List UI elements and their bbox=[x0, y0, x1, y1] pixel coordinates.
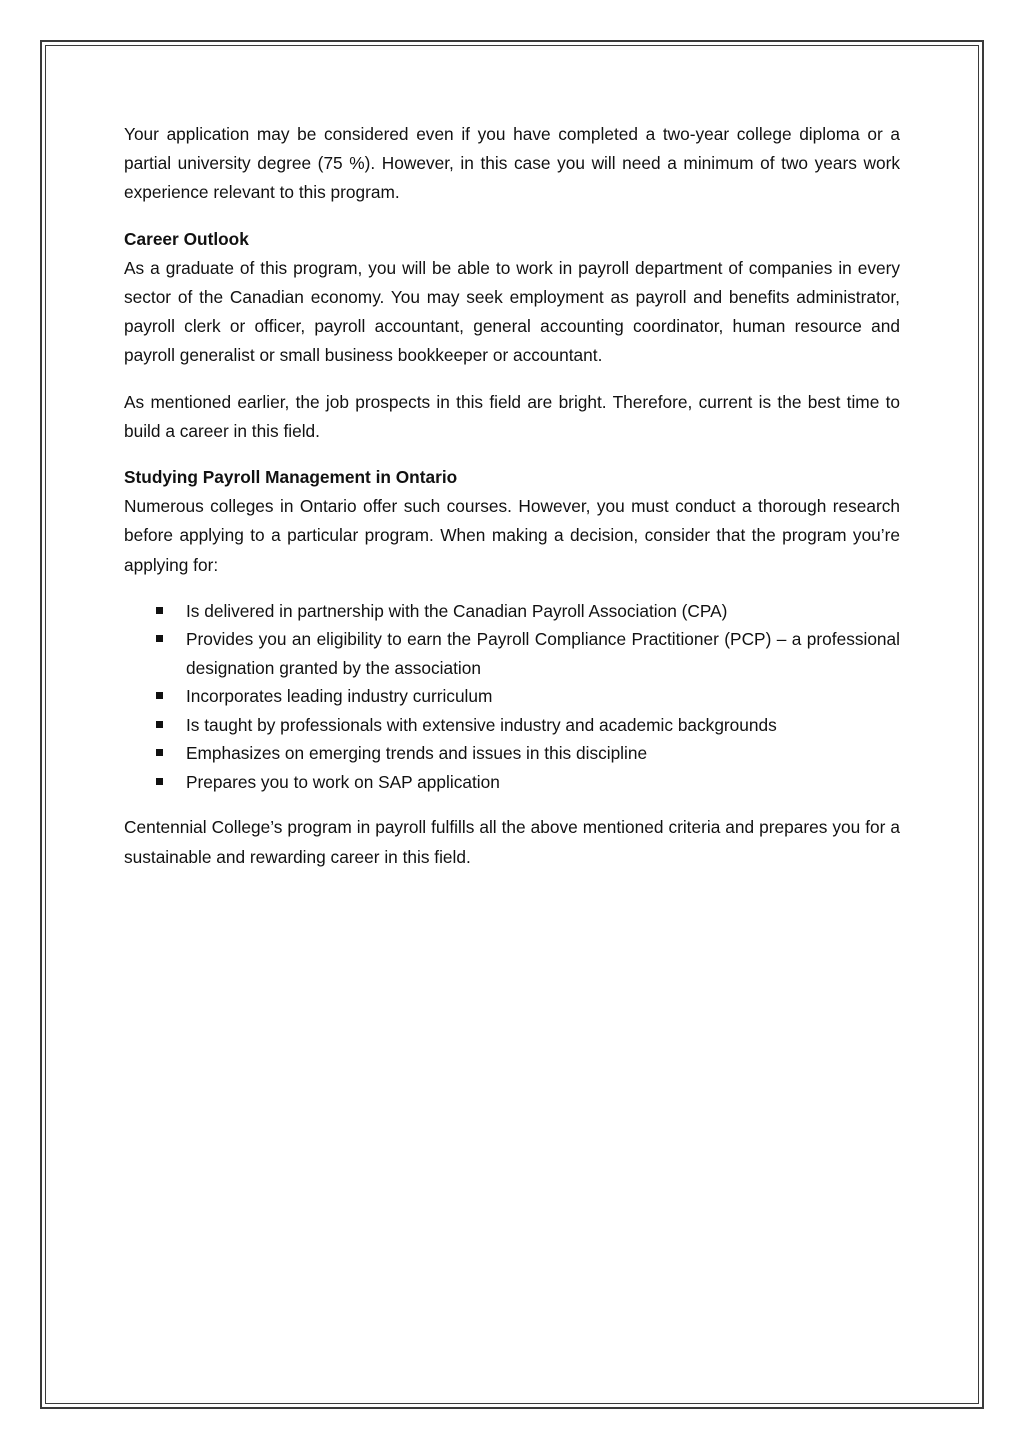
list-item-text: Prepares you to work on SAP application bbox=[186, 771, 500, 792]
list-item bbox=[186, 597, 900, 626]
studying-payroll-paragraph: Numerous colleges in Ontario offer such courses. However, you must conduct a thorough research before applying to a particular program. When making a decision, consider that the program you’re applying for: bbox=[124, 496, 900, 575]
closing-paragraph: Centennial College’s program in payroll fulfills all the above mentioned criteria and prepares you for a sustainable and rewarding career in this field. bbox=[124, 817, 900, 867]
square-bullet-icon bbox=[156, 607, 163, 614]
square-bullet-icon bbox=[156, 635, 163, 642]
career-outlook-paragraph: As a graduate of this program, you will be able to work in payroll department of companies in every sector of the Canadian economy. You may seek employment as payroll and benefits administrator, payroll clerk or officer, payroll accountant, general accounting coordinator, human resource and payroll generalist or small business bookkeeper or accountant. bbox=[124, 257, 900, 366]
criteria-list bbox=[124, 597, 900, 797]
list-item-text: Provides you an eligibility to earn the Payroll Compliance Practitioner (PCP) – a professional designation granted by the association bbox=[186, 629, 900, 678]
square-bullet-icon bbox=[156, 749, 163, 756]
square-bullet-icon bbox=[156, 692, 163, 699]
intro-paragraph: Your application may be considered even if you have completed a two-year college diploma or a partial university degree (75 %). However, in this case you will need a minimum of two years work experience relevant to this program. bbox=[124, 124, 900, 203]
list-item bbox=[186, 739, 900, 768]
list-item bbox=[186, 768, 900, 797]
list-item-text: Is taught by professionals with extensive industry and academic backgrounds bbox=[186, 714, 777, 735]
square-bullet-icon bbox=[156, 721, 163, 728]
square-bullet-icon bbox=[156, 778, 163, 785]
document-body bbox=[124, 120, 900, 872]
studying-payroll-heading: Studying Payroll Management in Ontario bbox=[124, 467, 458, 488]
list-item bbox=[186, 625, 900, 682]
list-item-text: Emphasizes on emerging trends and issues in this discipline bbox=[186, 743, 648, 764]
list-item-text: Incorporates leading industry curriculum bbox=[186, 686, 493, 707]
list-item bbox=[186, 682, 900, 711]
list-item bbox=[186, 711, 900, 740]
career-outlook-heading: Career Outlook bbox=[124, 228, 249, 249]
job-prospects-paragraph: As mentioned earlier, the job prospects in this field are bright. Therefore, current is the best time to build a career in this field. bbox=[124, 391, 900, 441]
list-item-text: Is delivered in partnership with the Canadian Payroll Association (CPA) bbox=[186, 600, 728, 621]
